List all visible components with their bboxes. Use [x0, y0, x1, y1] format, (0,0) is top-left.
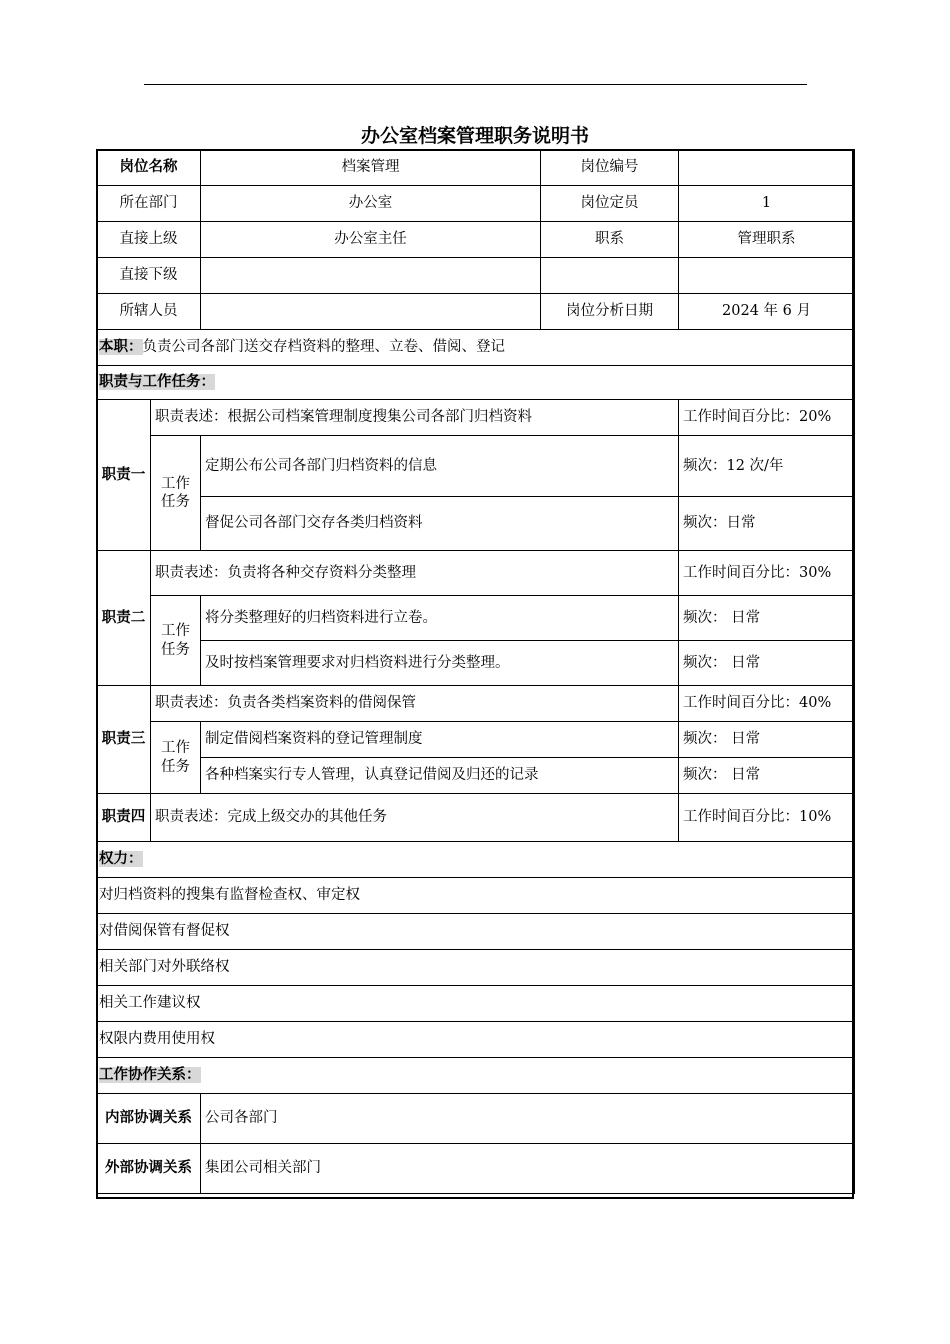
resp-2-pct: 工作时间百分比：30% [679, 551, 855, 596]
resp-1-task-2: 督促公司各部门交存各类归档资料 [201, 497, 679, 551]
post-no-label: 岗位编号 [541, 150, 679, 186]
resp-2-task-1-freq: 频次： 日常 [679, 596, 855, 641]
superior-label: 直接上级 [97, 222, 201, 258]
tasks-heading: 职责与工作任务： [99, 374, 215, 391]
job-description-table [96, 149, 855, 1194]
duty-text: 负责公司各部门送交存档资料的整理、立卷、借阅、登记 [142, 339, 505, 356]
document-title: 办公室档案管理职务说明书 [360, 125, 589, 147]
relations-heading: 工作协作关系： [99, 1067, 201, 1084]
resp-1-pct: 工作时间百分比：20% [679, 400, 855, 436]
tasks-heading-row [97, 366, 855, 400]
resp-2-task-2-freq: 频次： 日常 [679, 641, 855, 686]
subordinate-label: 直接下级 [97, 258, 201, 294]
resp-2-desc: 职责表述：负责将各种交存资料分类整理 [151, 551, 679, 596]
duty-label: 本职： [99, 339, 143, 356]
resp-4-name: 职责四 [97, 794, 151, 842]
resp-1-task-1: 定期公布公司各部门归档资料的信息 [201, 436, 679, 497]
duty-row [97, 330, 855, 366]
resp-1-task-label: 工作任务 [151, 436, 201, 551]
resp-1-task-2-freq: 频次：日常 [679, 497, 855, 551]
resp-3-task-1-freq: 频次： 日常 [679, 722, 855, 758]
staff-value [201, 294, 541, 330]
resp-3-task-2: 各种档案实行专人管理，认真登记借阅及归还的记录 [201, 758, 679, 794]
post-name-label: 岗位名称 [97, 150, 201, 186]
power-item: 权限内费用使用权 [97, 1022, 855, 1058]
resp-1-task-1-freq: 频次：12 次/年 [679, 436, 855, 497]
powers-heading: 权力： [99, 851, 143, 868]
superior-value: 办公室主任 [201, 222, 541, 258]
resp-1-desc: 职责表述：根据公司档案管理制度搜集公司各部门归档资料 [151, 400, 679, 436]
dept-label: 所在部门 [97, 186, 201, 222]
resp-2-task-1: 将分类整理好的归档资料进行立卷。 [201, 596, 679, 641]
subordinate-value [201, 258, 541, 294]
internal-relation-value: 公司各部门 [201, 1094, 855, 1144]
relations-heading-row [97, 1058, 855, 1094]
date-value: 2024 年 6 月 [679, 294, 855, 330]
resp-3-desc: 职责表述：负责各类档案资料的借阅保管 [151, 686, 679, 722]
power-item: 相关部门对外联络权 [97, 950, 855, 986]
quota-value: 1 [679, 186, 855, 222]
post-no-value [679, 150, 855, 186]
power-item: 相关工作建议权 [97, 986, 855, 1022]
quota-label: 岗位定员 [541, 186, 679, 222]
resp-4-pct: 工作时间百分比：10% [679, 794, 855, 842]
resp-2-name: 职责二 [97, 551, 151, 686]
resp-3-task-2-freq: 频次： 日常 [679, 758, 855, 794]
post-name-value: 档案管理 [201, 150, 541, 186]
header-rule [144, 84, 807, 85]
resp-2-task-label: 工作任务 [151, 596, 201, 686]
dept-value: 办公室 [201, 186, 541, 222]
resp-1-name: 职责一 [97, 400, 151, 551]
series-value: 管理职系 [679, 222, 855, 258]
resp-3-task-label: 工作任务 [151, 722, 201, 794]
internal-relation-label: 内部协调关系 [97, 1094, 201, 1144]
staff-label: 所辖人员 [97, 294, 201, 330]
series-label: 职系 [541, 222, 679, 258]
resp-4-desc: 职责表述：完成上级交办的其他任务 [151, 794, 679, 842]
resp-3-task-1: 制定借阅档案资料的登记管理制度 [201, 722, 679, 758]
external-relation-value: 集团公司相关部门 [201, 1144, 855, 1194]
external-relation-label: 外部协调关系 [97, 1144, 201, 1194]
resp-2-task-2: 及时按档案管理要求对归档资料进行分类整理。 [201, 641, 679, 686]
power-item: 对借阅保管有督促权 [97, 914, 855, 950]
resp-3-name: 职责三 [97, 686, 151, 794]
powers-heading-row [97, 842, 855, 878]
resp-3-pct: 工作时间百分比：40% [679, 686, 855, 722]
date-label: 岗位分析日期 [541, 294, 679, 330]
power-item: 对归档资料的搜集有监督检查权、审定权 [97, 878, 855, 914]
